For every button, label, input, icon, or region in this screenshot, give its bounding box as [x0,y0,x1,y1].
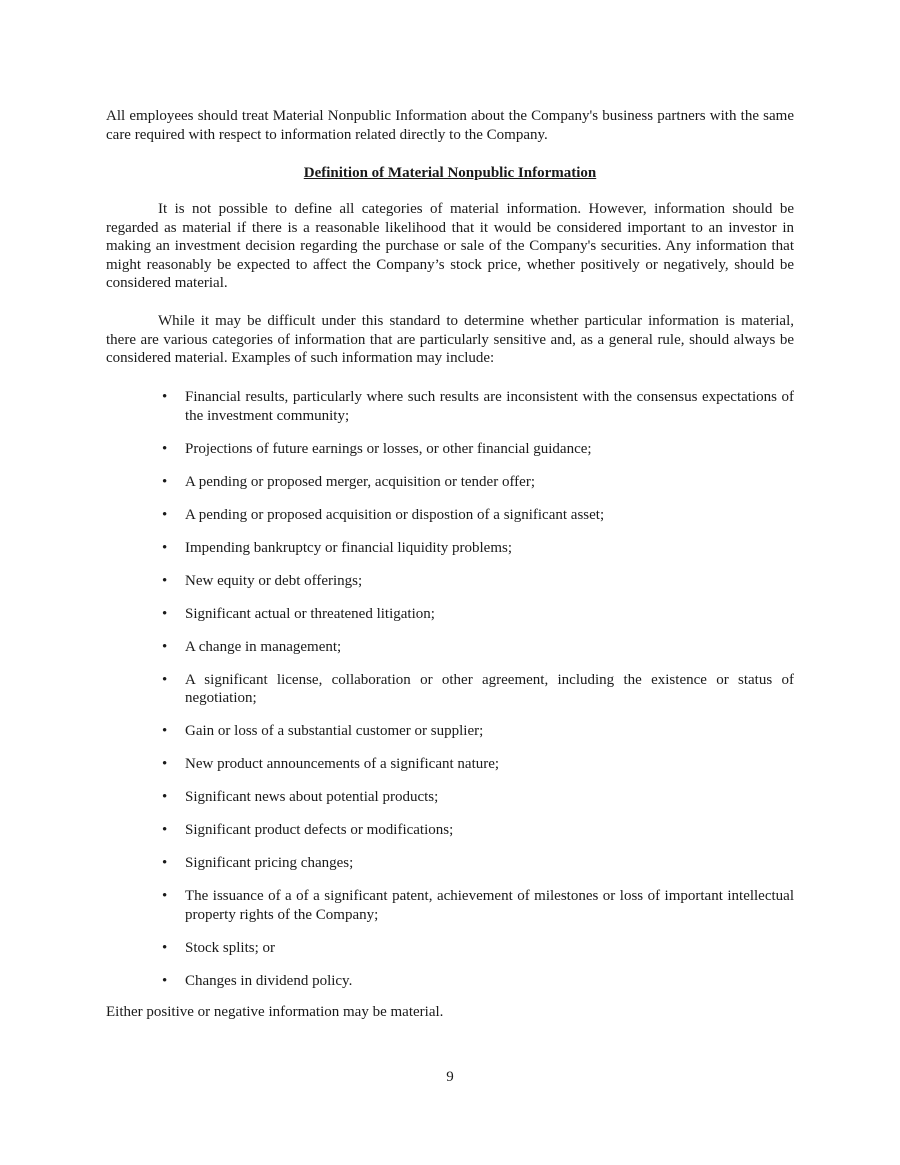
list-item-text: New product announcements of a significant nature; [185,756,500,772]
list-item [106,939,794,958]
list-item-text: Changes in dividend policy. [185,972,353,989]
examples-list [106,388,794,1005]
list-item-text: Significant product defects or modifications; [185,822,454,838]
list-item [106,671,794,708]
bullet-icon: • [162,473,168,490]
bullet-icon: • [162,855,168,871]
list-item [106,854,794,873]
section-heading: Definition of Material Nonpublic Information [303,165,597,181]
list-item-text: A change in management; [185,638,342,655]
list-item [106,788,794,807]
page-number: 9 [446,1069,454,1085]
list-item-text: A pending or proposed merger, acquisition or tender offer; [185,473,536,490]
bullet-icon: • [162,572,168,589]
list-item [106,638,794,657]
list-item [106,887,794,924]
list-item-text: Financial results, particularly where such results are inconsistent with the consensus expectations of the investment community; [185,389,794,424]
bullet-icon: • [162,605,168,622]
list-item-text: Stock splits; or [185,939,276,956]
closing-paragraph: Either positive or negative information may be material. [106,1004,444,1020]
list-item [106,821,794,840]
list-item [106,506,794,525]
list-item [106,473,794,492]
list-item-text: Significant news about potential products; [185,789,439,805]
bullet-icon: • [162,822,168,838]
list-item-text: The issuance of a of a significant patent, achievement of milestones or loss of important intellectual property rights of the Company; [185,888,794,923]
definition-paragraph: It is not possible to define all categories of material information. However, information should be regarded as material if there is a reasonable likelihood that it would be considered important to an investor in making an investment decision regarding the purchase or sale of the Company's securities. Any information that might reasonably be expected to affect the Company’s stock price, whether positively or negatively, should be considered material. [106,201,794,291]
list-item [106,440,794,459]
list-item [106,605,794,624]
bullet-icon: • [162,539,168,556]
list-item [106,572,794,591]
bullet-icon: • [162,789,168,805]
list-item-text: Significant pricing changes; [185,855,354,871]
bullet-icon: • [162,506,168,523]
list-item-text: Significant actual or threatened litigation; [185,605,435,622]
list-item [106,972,794,991]
list-item [106,722,794,741]
bullet-icon: • [162,723,168,739]
list-item-text: A pending or proposed acquisition or dispostion of a significant asset; [185,506,605,523]
bullet-icon: • [162,888,168,904]
list-item-text: A significant license, collaboration or other agreement, including the existence or status of negotiation; [185,671,794,706]
bullet-icon: • [162,671,168,688]
bullet-icon: • [162,389,168,405]
categories-paragraph: While it may be difficult under this standard to determine whether particular information is material, there are various categories of information that are particularly sensitive and, as a general rule, should always be considered material. Examples of such information may include: [106,313,794,366]
list-item-text: Projections of future earnings or losses, or other financial guidance; [185,440,592,457]
list-item-text: Gain or loss of a substantial customer or supplier; [185,723,484,739]
list-item [106,539,794,558]
list-item [106,388,794,425]
bullet-icon: • [162,756,168,772]
bullet-icon: • [162,638,168,655]
list-item-text: Impending bankruptcy or financial liquidity problems; [185,539,513,556]
bullet-icon: • [162,972,168,989]
list-item [106,755,794,774]
bullet-icon: • [162,939,168,956]
intro-paragraph: All employees should treat Material Nonpublic Information about the Company's business partners with the same care required with respect to information related directly to the Company. [106,108,794,143]
bullet-icon: • [162,440,168,457]
list-item-text: New equity or debt offerings; [185,572,363,589]
